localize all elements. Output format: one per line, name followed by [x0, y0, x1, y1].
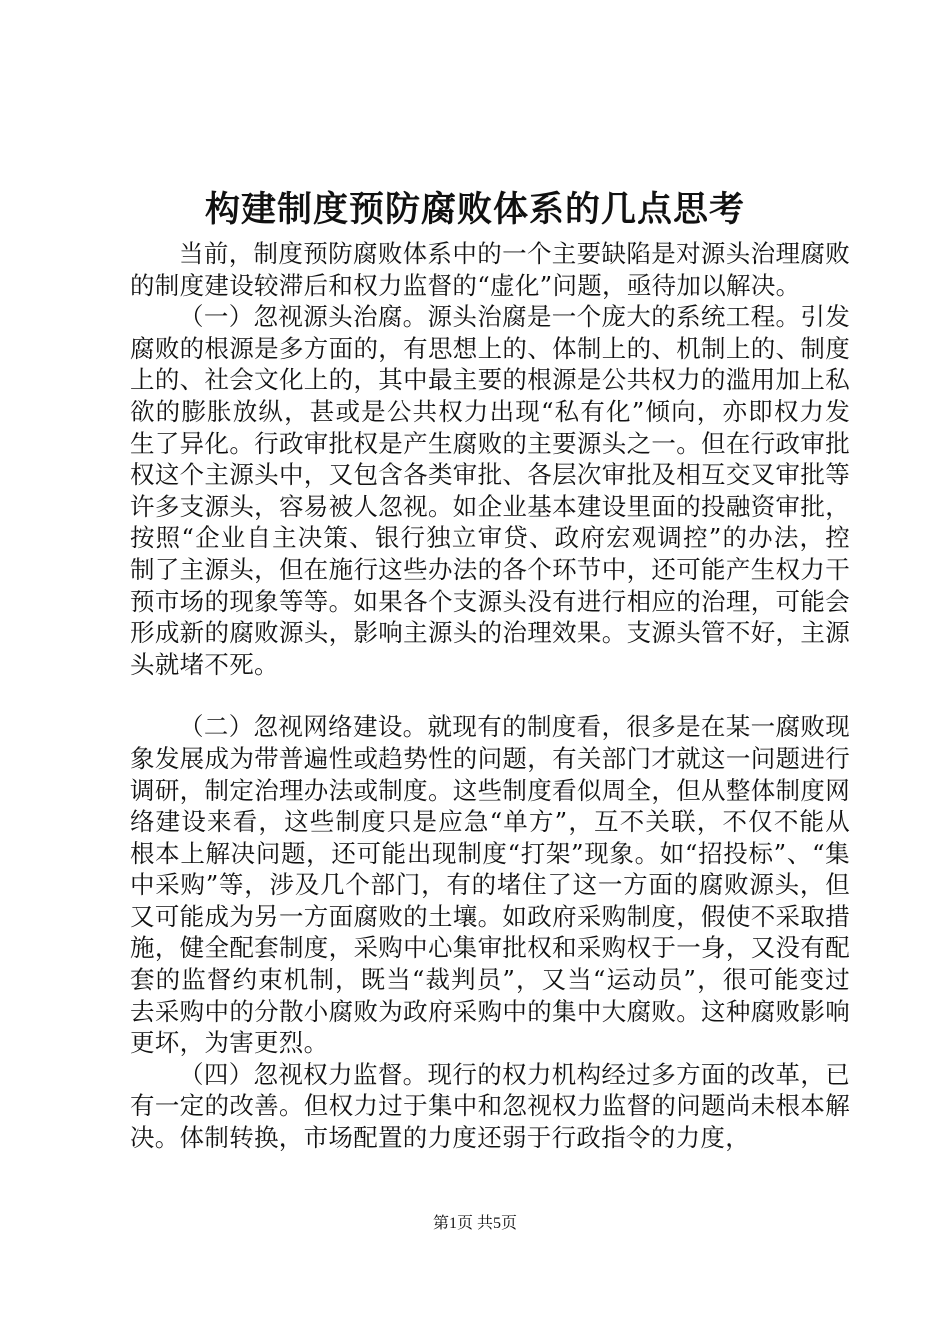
page-footer: 第1页 共5页 [432, 1215, 517, 1232]
document-body [130, 238, 850, 1154]
section-2-paragraph: （二）忽视网络建设。就现有的制度看，很多是在某一腐败现象发展成为带普遍性或趋势性的问题，有关部门才就这一问题进行调研，制定治理办法或制度。这些制度看似周全，但从整体制度网络建设来看，这些制度只是应急“单方”，互不关联，不仅不能从根本上解决问题，还可能出现制度“打架”现象。如“招投标”、“集中采购”等，涉及几个部门，有的堵住了这一方面的腐败源头，但又可能成为另一方面腐败的土壤。如政府采购制度，假使不采取措施，健全配套制度，采购中心集审批权和采购权于一身，又没有配套的监督约束机制，既当“裁判员”，又当“运动员”，很可能变过去采购中的分散小腐败为政府采购中的集中大腐败。这种腐败影响更坏，为害更烈。 [130, 712, 850, 1058]
section-1-paragraph: （一）忽视源头治腐。源头治腐是一个庞大的系统工程。引发腐败的根源是多方面的，有思想上的、体制上的、机制上的、制度上的、社会文化上的，其中最主要的根源是公共权力的滥用加上私欲的膨胀放纵，甚或是公共权力出现“私有化”倾向，亦即权力发生了异化。行政审批权是产生腐败的主要源头之一。但在行政审批权这个主源头中，又包含各类审批、各层次审批及相互交叉审批等许多支源头，容易被人忽视。如企业基本建设里面的投融资审批，按照“企业自主决策、银行独立审贷、政府宏观调控”的办法，控制了主源头，但在施行这些办法的各个环节中，还可能产生权力干预市场的现象等等。如果各个支源头没有进行相应的治理，可能会形成新的腐败源头，影响主源头的治理效果。支源头管不好，主源头就堵不死。 [130, 302, 850, 679]
page-title: 构建制度预防腐败体系的几点思考 [204, 189, 745, 230]
section-4-paragraph: （四）忽视权力监督。现行的权力机构经过多方面的改革，已有一定的改善。但权力过于集中和忽视权力监督的问题尚未根本解决。体制转换，市场配置的力度还弱于行政指令的力度， [130, 1059, 850, 1153]
intro-paragraph: 当前，制度预防腐败体系中的一个主要缺陷是对源头治理腐败的制度建设较滞后和权力监督的“虚化”问题，亟待加以解决。 [130, 239, 850, 300]
